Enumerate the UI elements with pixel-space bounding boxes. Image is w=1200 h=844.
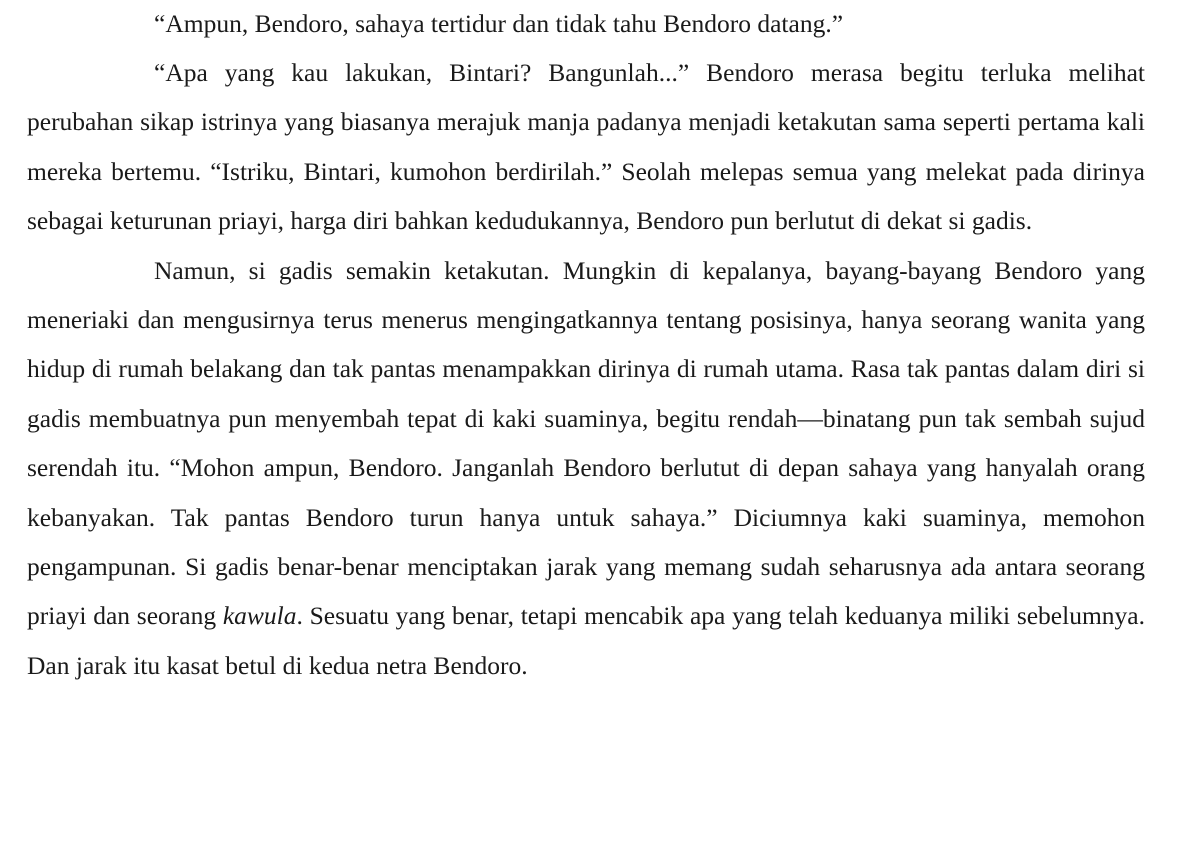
document-page [27,0,1145,844]
paragraph-1 [27,0,1145,48]
body-text [27,48,1145,690]
paragraph-3-text-a: Namun, si gadis semakin ketakutan. Mungkin di kepalanya, bayang-bayang Bendoro yang meneriaki dan mengusirnya terus menerus mengingatkannya tentang posisinya, hanya seorang wanita yang hidup di rumah belakang dan tak pantas menampakkan dirinya di rumah utama. Rasa tak pantas dalam diri si gadis membuatnya pun menyembah tepat di kaki suaminya, begitu rendah—binatang pun tak sembah sujud serendah itu. “Mohon ampun, Bendoro. Janganlah Bendoro berlutut di depan sahaya yang hanyalah orang kebanyakan. Tak pantas Bendoro turun hanya untuk sahaya.” Diciumnya kaki suaminya, memohon pengampunan. Si gadis benar-benar menciptakan jarak yang memang sudah seharusnya ada antara seorang priayi dan seorang [27,255,1145,631]
paragraph-3-text-b: . Sesuatu yang benar, tetapi mencabik apa yang telah keduanya miliki sebelumnya. Dan jarak itu kasat betul di kedua netra Bendoro. [27,601,1145,680]
italic-term-kawula: kawula [222,601,297,631]
paragraph-1-text: “Ampun, Bendoro, sahaya tertidur dan tidak tahu Bendoro datang.” [154,9,844,38]
paragraph-2-text: “Apa yang kau lakukan, Bintari? Bangunlah...” Bendoro merasa begitu terluka melihat perubahan sikap istrinya yang biasanya merajuk manja padanya menjadi ketakutan sama seperti pertama kali mereka bertemu. “Istriku, Bintari, kumohon berdirilah.” Seolah melepas semua yang melekat pada dirinya sebagai keturunan priayi, harga diri bahkan kedudukannya, Bendoro pun berlutut di dekat si gadis. [27,58,1145,236]
paragraph-2 [27,48,1145,246]
paragraph-3 [27,246,1145,691]
